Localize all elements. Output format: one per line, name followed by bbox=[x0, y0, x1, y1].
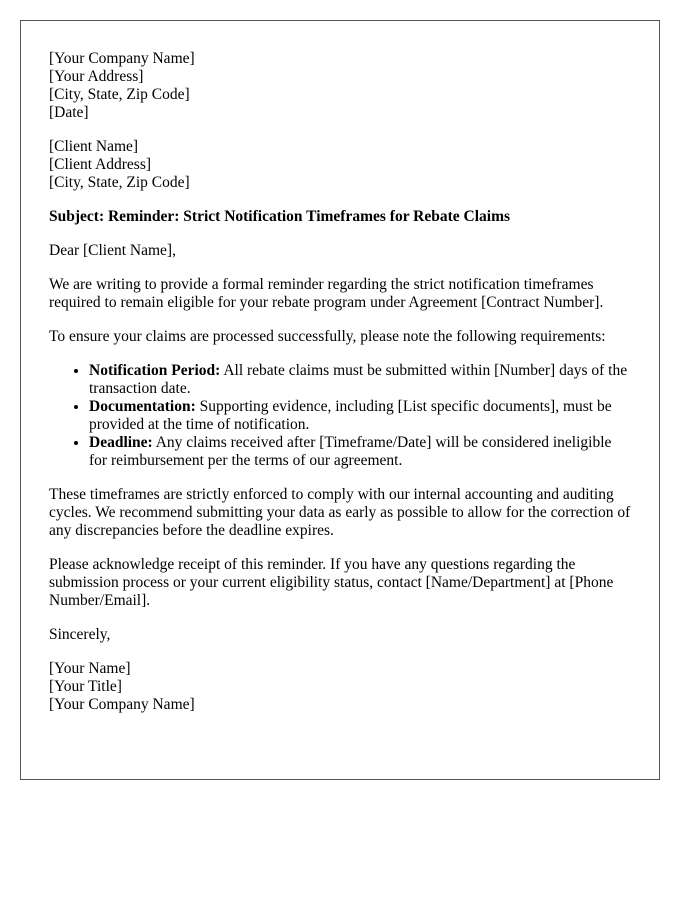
list-item bbox=[89, 398, 631, 434]
recipient-city: [City, State, Zip Code] bbox=[49, 174, 190, 191]
requirement-text: Supporting evidence, including [List specific documents], must be provided at the time of notification. bbox=[89, 398, 612, 433]
signature-block bbox=[49, 660, 631, 714]
recipient-address: [Client Address] bbox=[49, 156, 152, 173]
intro-paragraph: We are writing to provide a formal reminder regarding the strict notification timeframes required to remain eligible for your rebate program under Agreement [Contract Number]. bbox=[49, 276, 604, 311]
letter-page bbox=[20, 20, 660, 780]
subject-line: Subject: Reminder: Strict Notification Timeframes for Rebate Claims bbox=[49, 208, 511, 225]
requirement-label: Deadline: bbox=[89, 434, 153, 451]
recipient-address-block bbox=[49, 138, 631, 192]
requirement-text: Any claims received after [Timeframe/Date] will be considered ineligible for reimbursement per the terms of our agreement. bbox=[89, 434, 612, 469]
sender-address-block bbox=[49, 50, 631, 122]
signature-title: [Your Title] bbox=[49, 678, 122, 695]
sender-address: [Your Address] bbox=[49, 68, 144, 85]
list-item bbox=[89, 362, 631, 398]
list-item bbox=[89, 434, 631, 470]
requirement-text: All rebate claims must be submitted within [Number] days of the transaction date. bbox=[89, 362, 628, 397]
acknowledge-paragraph: Please acknowledge receipt of this reminder. If you have any questions regarding the submission process or your current eligibility status, contact [Name/Department] at [Phone Number/Email]. bbox=[49, 556, 614, 609]
recipient-name: [Client Name] bbox=[49, 138, 139, 155]
sender-city: [City, State, Zip Code] bbox=[49, 86, 190, 103]
closing: Sincerely, bbox=[49, 626, 111, 643]
requirements-intro: To ensure your claims are processed successfully, please note the following requirements: bbox=[49, 328, 606, 345]
enforcement-paragraph: These timeframes are strictly enforced to comply with our internal accounting and auditing cycles. We recommend submitting your data as early as possible to allow for the correction of any discrepancies before the deadline expires. bbox=[49, 486, 631, 539]
requirements-list bbox=[49, 362, 631, 470]
requirement-label: Documentation: bbox=[89, 398, 196, 415]
sender-company: [Your Company Name] bbox=[49, 50, 195, 67]
letter-date: [Date] bbox=[49, 104, 89, 121]
salutation: Dear [Client Name], bbox=[49, 242, 176, 259]
signature-company: [Your Company Name] bbox=[49, 696, 195, 713]
signature-name: [Your Name] bbox=[49, 660, 131, 677]
requirement-label: Notification Period: bbox=[89, 362, 221, 379]
